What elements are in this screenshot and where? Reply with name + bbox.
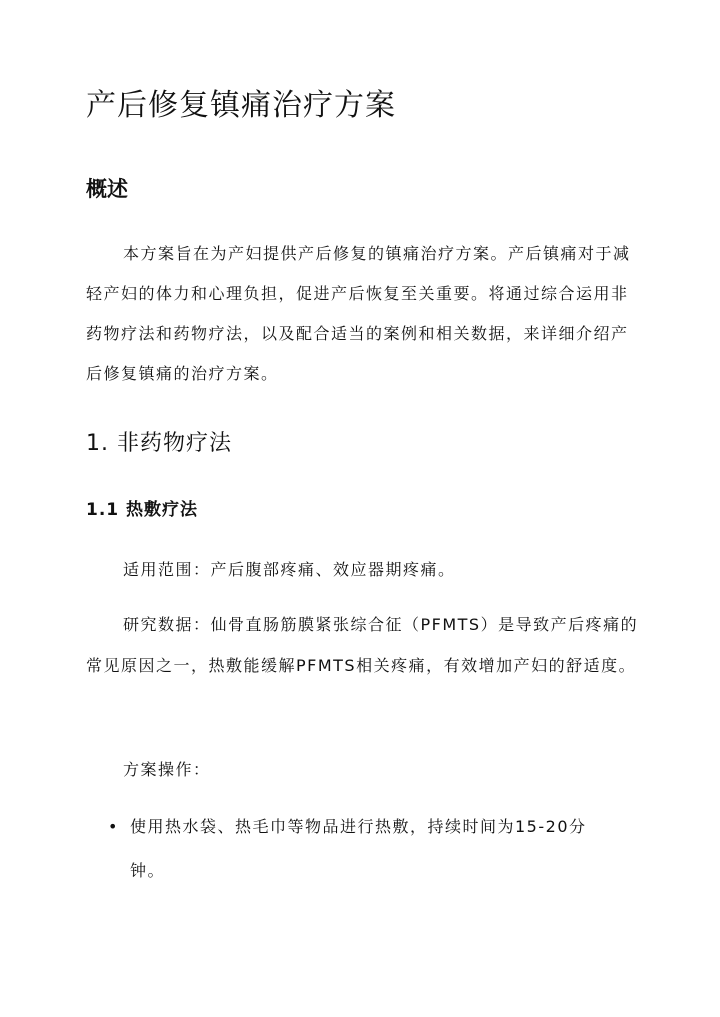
- subsection-1-1-heading: 1.1 热敷疗法: [86, 500, 199, 520]
- overview-paragraph: 本方案旨在为产妇提供产后修复的镇痛治疗方案。产后镇痛对于减轻产妇的体力和心理负担，促进产后恢复至关重要。将通过综合运用非药物疗法和药物疗法，以及配合适当的案例和相关数据，来详细介绍产后修复镇痛的治疗方案。: [86, 244, 631, 383]
- bullet-text: 使用热水袋、热毛巾等物品进行热敷，持续时间为15-20分钟。: [130, 817, 587, 880]
- scope-paragraph: 适用范围：产后腹部疼痛、效应器期疼痛。: [123, 560, 456, 579]
- research-paragraph: 研究数据：仙骨直肠筋膜紧张综合征（PFMTS）是导致产后疼痛的常见原因之一，热敷能缓解PFMTS相关疼痛，有效增加产妇的舒适度。: [86, 615, 639, 675]
- bullet-list-item: [108, 805, 600, 893]
- document-title: 产后修复镇痛治疗方案: [86, 88, 396, 123]
- overview-heading: 概述: [86, 177, 128, 201]
- section-1-heading: 1. 非药物疗法: [86, 431, 232, 456]
- bullet-dot-icon: •: [108, 817, 119, 836]
- operations-label: 方案操作：: [123, 760, 211, 779]
